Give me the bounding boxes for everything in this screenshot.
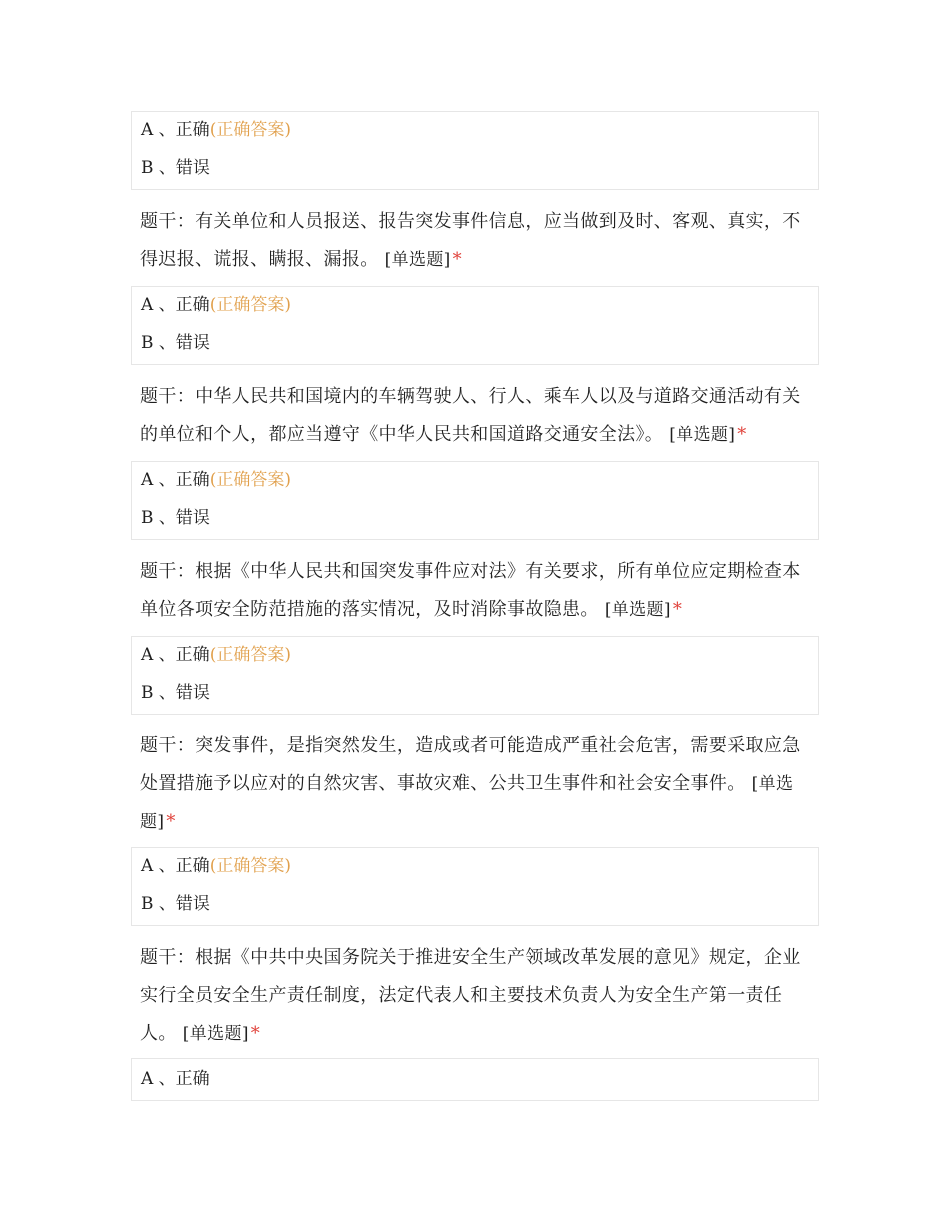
required-marker: * bbox=[250, 1023, 261, 1044]
option-group-4 bbox=[131, 636, 819, 715]
correct-answer-marker: (正确答案) bbox=[209, 856, 291, 876]
question-type-tag: [单选题] bbox=[669, 425, 736, 445]
option-b-label: B 、错误 bbox=[141, 158, 210, 178]
correct-answer-marker: (正确答案) bbox=[209, 645, 291, 665]
option-group-2 bbox=[131, 286, 819, 365]
option-b-label: B 、错误 bbox=[141, 894, 210, 914]
question-text: 有关单位和人员报送、报告突发事件信息，应当做到及时、客观、真实，不得迟报、谎报、瞒报、漏报。 bbox=[140, 211, 801, 270]
required-marker: * bbox=[672, 599, 683, 620]
option-a-label: A 、正确 bbox=[141, 645, 210, 665]
option-b-label: B 、错误 bbox=[141, 508, 210, 528]
required-marker: * bbox=[452, 249, 463, 270]
question-type-tag: [单选题] bbox=[182, 1024, 249, 1044]
question-text: 中华人民共和国境内的车辆驾驶人、行人、乘车人以及与道路交通活动有关的单位和个人，都应当遵守《中华人民共和国道路交通安全法》。 bbox=[140, 386, 801, 445]
question-prefix: 题干： bbox=[140, 561, 196, 582]
option-a[interactable] bbox=[141, 1069, 210, 1089]
option-b[interactable] bbox=[141, 333, 210, 353]
question-stem-5 bbox=[140, 939, 818, 1053]
option-a[interactable] bbox=[141, 470, 291, 490]
required-marker: * bbox=[166, 811, 176, 832]
option-a[interactable] bbox=[141, 295, 291, 315]
option-a-label: A 、正确 bbox=[141, 1069, 210, 1089]
question-prefix: 题干： bbox=[140, 947, 196, 968]
option-b[interactable] bbox=[141, 508, 210, 528]
option-group-5 bbox=[131, 847, 819, 926]
required-marker: * bbox=[737, 424, 747, 445]
question-type-tag: [单选题] bbox=[140, 774, 794, 832]
option-group-1 bbox=[131, 111, 819, 190]
option-b[interactable] bbox=[141, 683, 210, 703]
option-a[interactable] bbox=[141, 645, 291, 665]
option-group-6 bbox=[131, 1058, 819, 1101]
question-type-tag: [单选题] bbox=[604, 600, 671, 620]
option-b-label: B 、错误 bbox=[141, 683, 210, 703]
question-prefix: 题干： bbox=[140, 211, 196, 232]
question-text: 根据《中共中央国务院关于推进安全生产领域改革发展的意见》规定，企业实行全员安全生产责任制度，法定代表人和主要技术负责人为安全生产第一责任人。 bbox=[140, 947, 801, 1044]
question-type-tag: [单选题] bbox=[384, 250, 451, 270]
option-a[interactable] bbox=[141, 120, 291, 140]
question-prefix: 题干： bbox=[140, 386, 196, 407]
option-b-label: B 、错误 bbox=[141, 333, 210, 353]
question-text: 根据《中华人民共和国突发事件应对法》有关要求，所有单位应定期检查本单位各项安全防范措施的落实情况，及时消除事故隐患。 bbox=[140, 561, 801, 620]
question-stem-2 bbox=[140, 378, 818, 454]
option-b[interactable] bbox=[141, 894, 210, 914]
option-group-3 bbox=[131, 461, 819, 540]
option-a-label: A 、正确 bbox=[141, 856, 210, 876]
question-stem-3 bbox=[140, 553, 818, 629]
option-a[interactable] bbox=[141, 856, 291, 876]
question-stem-4 bbox=[140, 727, 818, 841]
option-a-label: A 、正确 bbox=[141, 470, 210, 490]
correct-answer-marker: (正确答案) bbox=[209, 470, 291, 490]
question-text: 突发事件，是指突然发生，造成或者可能造成严重社会危害，需要采取应急处置措施予以应对的自然灾害、事故灾难、公共卫生事件和社会安全事件。 bbox=[140, 735, 801, 794]
question-prefix: 题干： bbox=[140, 735, 196, 756]
option-a-label: A 、正确 bbox=[141, 120, 210, 140]
option-b[interactable] bbox=[141, 158, 210, 178]
correct-answer-marker: (正确答案) bbox=[209, 295, 291, 315]
correct-answer-marker: (正确答案) bbox=[209, 120, 291, 140]
option-a-label: A 、正确 bbox=[141, 295, 210, 315]
question-stem-1 bbox=[140, 203, 818, 279]
